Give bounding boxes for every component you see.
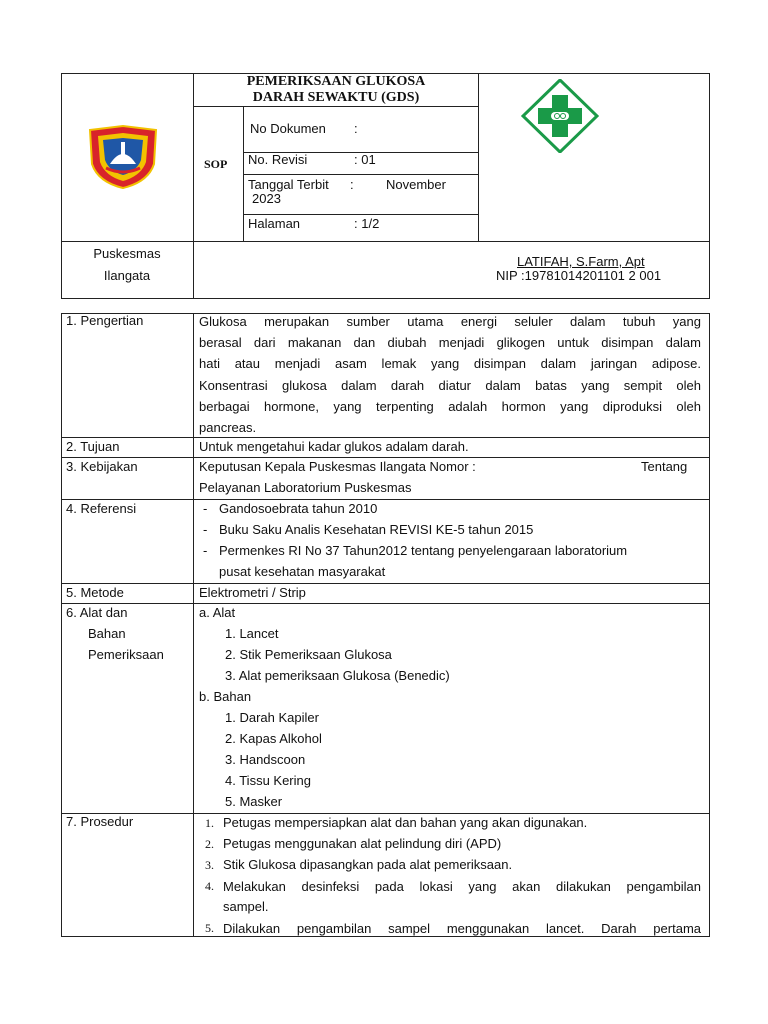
alat-heading: a. Alat	[199, 605, 236, 620]
no-dokumen-colon: :	[354, 121, 358, 136]
prosedur-item-line: Melakukan desinfeksi pada lokasi yang akan dilakukan pengambilan	[223, 879, 701, 894]
divider	[61, 499, 709, 500]
prosedur-item-continued: sampel.	[223, 899, 269, 914]
list-bullet: -	[203, 501, 208, 516]
list-bullet: -	[203, 543, 208, 558]
prosedur-item	[223, 918, 701, 939]
divider	[193, 313, 194, 936]
bahan-item: 2. Kapas Alkohol	[225, 731, 322, 746]
bahan-heading: b. Bahan	[199, 689, 252, 704]
tanggal-terbit-colon: :	[350, 177, 354, 192]
prosedur-item	[223, 876, 701, 897]
referensi-item-continued: pusat kesehatan masyarakat	[219, 564, 386, 579]
pengertian-line: pancreas.	[199, 420, 257, 436]
prosedur-item: Petugas mempersiapkan alat dan bahan yang akan digunakan.	[223, 815, 588, 830]
tujuan-text: Untuk mengetahui kadar glukos adalam darah.	[199, 439, 469, 454]
no-revisi-value: : 01	[354, 152, 376, 167]
list-bullet: -	[203, 522, 208, 537]
divider	[61, 813, 709, 814]
prosedur-item-line: Dilakukan pengambilan sampel menggunakan lancet. Darah pertama	[223, 921, 701, 936]
divider	[243, 174, 478, 175]
alat-item: 1. Lancet	[225, 626, 279, 641]
bahan-item: 1. Darah Kapiler	[225, 710, 319, 725]
puskesmas-name-line-2: Ilangata	[103, 268, 151, 283]
divider	[61, 241, 709, 242]
pengertian-label: 1. Pengertian	[66, 313, 144, 328]
metode-label: 5. Metode	[66, 585, 124, 600]
prosedur-number: 5.	[205, 921, 214, 935]
prosedur-item: Petugas menggunakan alat pelindung diri (APD)	[223, 836, 502, 851]
pengertian-line: hati atau menjadi asam lemak yang disimpan dalam jaringan adipose.	[199, 356, 701, 372]
prosedur-number: 1.	[205, 816, 214, 830]
pengertian-line: berasal dari makanan dan diubah menjadi glikogen untuk disimpan dalam	[199, 335, 701, 351]
bahan-item: 3. Handscoon	[225, 752, 306, 767]
halaman-label: Halaman	[248, 216, 301, 231]
referensi-item: Permenkes RI No 37 Tahun2012 tentang penyelengaraan laboratorium	[219, 543, 628, 558]
kebijakan-label: 3. Kebijakan	[66, 459, 138, 474]
tanggal-terbit-year: 2023	[252, 191, 281, 206]
alat-label: Bahan	[88, 626, 126, 641]
divider	[61, 583, 709, 584]
kebijakan-line-1: Keputusan Kepala Puskesmas Ilangata Nomor :	[199, 459, 476, 474]
metode-text: Elektrometri / Strip	[199, 585, 306, 600]
alat-item: 3. Alat pemeriksaan Glukosa (Benedic)	[225, 668, 450, 683]
puskesmas-name-line-1: Puskesmas	[93, 246, 161, 261]
bahan-item: 4. Tissu Kering	[225, 773, 311, 788]
health-cross-logo-icon	[521, 79, 599, 153]
signer-nip: NIP :19781014201101 2 001	[496, 268, 662, 283]
referensi-label: 4. Referensi	[66, 501, 137, 516]
kebijakan-tentang: Tentang	[641, 459, 688, 474]
page-title-line-2: DARAH SEWAKTU (GDS)	[252, 90, 420, 105]
referensi-item: Buku Saku Analis Kesehatan REVISI KE-5 tahun 2015	[219, 522, 534, 537]
pengertian-line: Konsentrasi glukosa dalam darah diatur dalam batas yang sempit oleh	[199, 377, 701, 393]
alat-item: 2. Stik Pemeriksaan Glukosa	[225, 647, 392, 662]
tanggal-terbit-label: Tanggal Terbit	[248, 177, 329, 192]
prosedur-label: 7. Prosedur	[66, 814, 134, 829]
sop-label: SOP	[204, 157, 228, 171]
no-dokumen-label: No Dokumen	[250, 121, 326, 136]
divider	[61, 603, 709, 604]
divider	[61, 457, 709, 458]
halaman-value: : 1/2	[354, 216, 380, 231]
pengertian-text	[199, 311, 701, 438]
kebijakan-line-2: Pelayanan Laboratorium Puskesmas	[199, 480, 412, 495]
alat-label: Pemeriksaan	[88, 647, 164, 662]
page-title-line-1: PEMERIKSAAN GLUKOSA	[246, 74, 426, 89]
signer-name: LATIFAH, S.Farm, Apt	[517, 254, 645, 269]
no-revisi-label: No. Revisi	[248, 152, 308, 167]
bahan-item: 5. Masker	[225, 794, 283, 809]
tanggal-terbit-month: November	[386, 177, 446, 192]
prosedur-item: Stik Glukosa dipasangkan pada alat pemeriksaan.	[223, 857, 513, 872]
referensi-item: Gandosoebrata tahun 2010	[219, 501, 378, 516]
prosedur-number: 2.	[205, 837, 214, 851]
prosedur-number: 4.	[205, 879, 214, 893]
pengertian-line: berbagai hormone, yang terpenting adalah hormon yang diproduksi oleh	[199, 398, 701, 414]
divider	[243, 214, 478, 215]
alat-label: 6. Alat dan	[66, 605, 128, 620]
prosedur-number: 3.	[205, 858, 214, 872]
tujuan-label: 2. Tujuan	[66, 439, 120, 454]
regency-emblem-icon	[88, 124, 158, 190]
divider	[193, 106, 479, 107]
pengertian-line: Glukosa merupakan sumber utama energi seluler dalam tubuh yang	[199, 314, 701, 329]
